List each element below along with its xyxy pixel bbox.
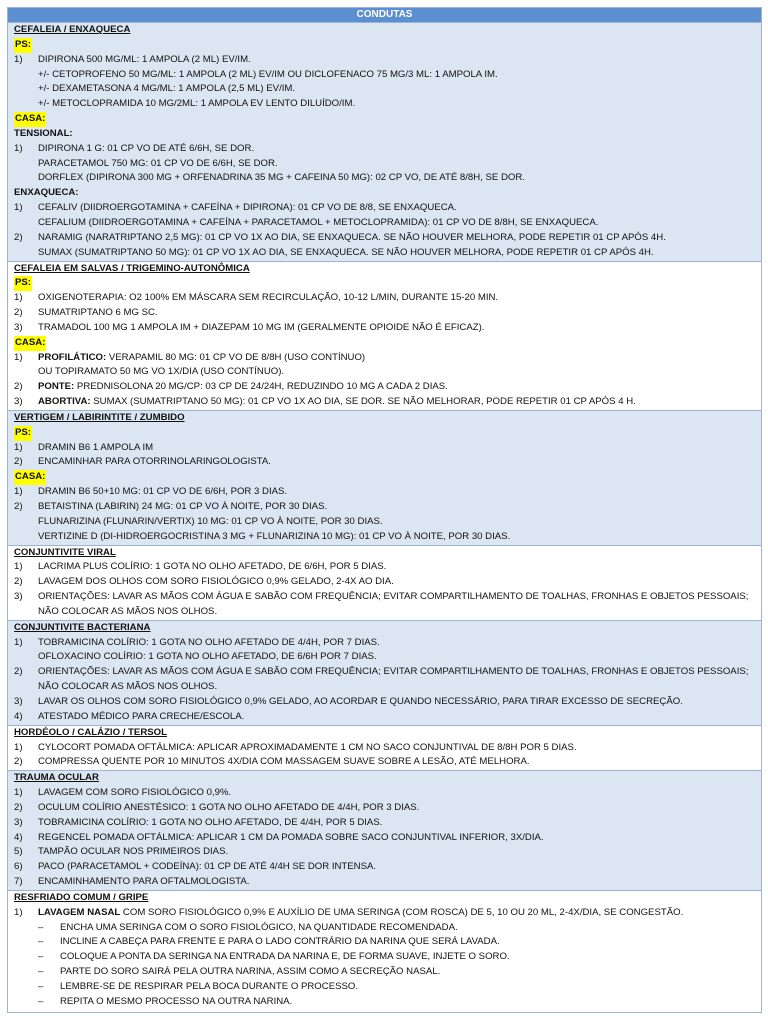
setting-label: PS: [14,276,32,291]
list-item [14,455,755,470]
item-text: COMPRESSA QUENTE POR 10 MINUTOS 4X/DIA COM MASSAGEM SUAVE SOBRE A LESÃO, ATÉ MELHORA. [38,756,530,768]
item-text: ATESTADO MÉDICO PARA CRECHE/ESCOLA. [38,710,245,722]
dash-marker: – [38,966,44,978]
item-number: 7) [14,876,23,888]
condutas-document [7,7,762,1013]
list-item [14,816,755,831]
list-item [14,231,755,246]
item-bold-label: PROFILÁTICO: [38,351,107,363]
item-number: 4) [14,710,23,722]
item-number: 1) [14,906,23,918]
item-number: 1) [14,351,23,363]
item-text: DRAMIN B6 1 AMPOLA IM [38,441,154,453]
section-title: CONJUNTIVITE VIRAL [14,546,116,558]
item-text: DIPIRONA 500 MG/ML: 1 AMPOLA (2 ML) EV/IM. [38,53,251,65]
item-text: DRAMIN B6 50+10 MG: 01 CP VO DE 6/6H, POR 3 DIAS. [38,486,288,498]
list-item [14,636,755,651]
item-text: SUMAX (SUMATRIPTANO 50 MG): 01 CP VO 1X AO DIA, SE ENXAQUECA. SE NÃO HOUVER MELHORA, PODE REPETIR 01 CP APÓS 4H. [38,246,654,258]
item-number: 2) [14,501,23,512]
list-item [14,365,755,380]
item-text: TOBRAMICINA COLÍRIO: 1 GOTA NO OLHO AFETADO DE 4/4H, POR 7 DIAS. [38,636,380,648]
item-text: ENCAMINHAR PARA OTORRINOLARINGOLOGISTA. [38,456,271,468]
item-number: 3) [14,396,23,408]
list-item [14,291,755,306]
section [8,770,761,890]
item-text: +/- METOCLOPRAMIDA 10 MG/2ML: 1 AMPOLA EV LENTO DILUÍDO/IM. [38,98,356,110]
list-item [14,560,755,575]
item-text: VERAPAMIL 80 MG: 01 CP VO DE 8/8H (USO CONTÍNUO) [106,351,366,363]
list-item [14,650,755,665]
list-item [14,395,755,410]
item-number: 2) [14,231,23,243]
dash-item [14,965,755,980]
item-text: DORFLEX (DIPIRONA 300 MG + ORFENADRINA 35 MG + CAFEINA 50 MG): 02 CP VO, DE ATÉ 8/8H, SE DOR. [38,172,525,184]
dash-item [14,950,755,965]
document-header: CONDUTAS [8,8,761,22]
list-item [14,741,755,756]
sections-container [8,22,761,1010]
list-item [14,97,755,112]
dash-item-text: ENCHA UMA SERINGA COM O SORO FISIOLÓGICO, NA QUANTIDADE RECOMENDADA. [60,921,458,933]
list-item [14,755,755,770]
dash-item [14,980,755,995]
list-item [14,786,755,801]
item-text: FLUNARIZINA (FLUNARIN/VERTIX) 10 MG: 01 CP VO À NOITE, POR 30 DIAS. [38,515,383,527]
list-item [14,321,755,336]
item-text: CEFALIUM (DIIDROERGOTAMINA + CAFEÍNA + PARACETAMOL + METOCLOPRAMIDA): 01 CP VO DE 8/8H, SE ENXAQUECA. [38,216,599,228]
item-text: BETAISTINA (LABIRIN) 24 MG: 01 CP VO À NOITE, POR 30 DIAS. [38,501,328,512]
list-item [14,906,755,921]
list-item [14,246,755,261]
list-item [14,53,755,68]
item-text: VERTIZINE D (DI-HIDROERGOCRISTINA 3 MG + FLUNARIZINA 10 MG): 01 CP VO À NOITE, POR 30 DIAS. [38,530,511,542]
list-item [14,710,755,725]
section-title: VERTIGEM / LABIRINTITE / ZUMBIDO [14,411,185,423]
item-number: 2) [14,801,23,813]
setting-label: PS: [14,38,32,53]
section-title: CEFALEIA / ENXAQUECA [14,24,131,35]
setting-label-row [14,112,755,127]
item-number: 1) [14,787,23,799]
setting-label: PS: [14,426,32,441]
item-number: 3) [14,321,23,333]
setting-label-row [14,470,755,485]
item-text: CYLOCORT POMADA OFTÁLMICA: APLICAR APROXIMADAMENTE 1 CM NO SACO CONJUNTIVAL DE 8/8H POR 5 DIAS. [38,741,577,753]
item-text: PREDNISOLONA 20 MG/CP: 03 CP DE 24/24H, REDUZINDO 10 MG A CADA 2 DIAS. [74,381,448,393]
list-item [14,68,755,83]
item-text: OFLOXACINO COLÍRIO: 1 GOTA NO OLHO AFETADO, DE 6/6H POR 7 DIAS. [38,651,377,663]
item-text: LAVAGEM DOS OLHOS COM SORO FISIOLÓGICO 0,9% GELADO, 2-4X AO DIA. [38,576,394,588]
item-bold-label: LAVAGEM NASAL [38,906,121,918]
list-item [14,665,755,695]
item-bold-label: ABORTIVA: [38,396,91,408]
list-item [14,351,755,366]
item-number: 1) [14,142,23,154]
dash-marker: – [38,981,44,992]
list-item [14,216,755,231]
item-number: 2) [14,756,23,768]
item-number: 1) [14,636,23,648]
dash-marker: – [38,951,44,963]
list-item [14,380,755,395]
setting-label-row [14,426,755,441]
item-bold-label: PONTE: [38,381,75,393]
section-title: TRAUMA OCULAR [14,772,99,784]
dash-marker: – [38,995,44,1007]
list-item [14,530,755,545]
item-number: 2) [14,456,23,468]
subheading: TENSIONAL: [14,127,73,139]
item-text: COM SORO FISIOLÓGICO 0,9% E AUXÍLIO DE UMA SERINGA (COM ROSCA) DE 5, 10 OU 20 ML, 2-4X/DIA, SE CONGESTÃO. [120,906,684,918]
list-item [14,515,755,530]
item-number: 5) [14,846,23,858]
item-text: OU TOPIRAMATO 50 MG VO 1X/DIA (USO CONTÍNUO). [38,366,285,378]
item-number: 1) [14,441,23,453]
setting-label: CASA: [14,336,46,351]
list-item [14,82,755,97]
subheading: ENXAQUECA: [14,187,79,199]
section-title: CONJUNTIVITE BACTERIANA [14,621,151,633]
setting-label-row [14,276,755,291]
item-text: OCULUM COLÍRIO ANESTÉSICO: 1 GOTA NO OLHO AFETADO DE 4/4H, POR 3 DIAS. [38,801,420,813]
item-number: 1) [14,741,23,753]
section [8,22,761,261]
list-item [14,801,755,816]
section [8,620,761,725]
item-text: CEFALIV (DIIDROERGOTAMINA + CAFEÍNA + DIPIRONA): 01 CP VO DE 8/8, SE ENXAQUECA. [38,202,457,214]
dash-item-text: REPITA O MESMO PROCESSO NA OUTRA NARINA. [60,995,293,1007]
item-text: PARACETAMOL 750 MG: 01 CP VO DE 6/6H, SE DOR. [38,157,278,169]
item-text: TOBRAMICINA COLÍRIO: 1 GOTA NO OLHO AFETADO, DE 4/4H, POR 5 DIAS. [38,816,383,828]
section [8,725,761,771]
item-number: 2) [14,666,23,678]
setting-label-row [14,336,755,351]
list-item [14,142,755,157]
list-item [14,860,755,875]
item-text: +/- CETOPROFENO 50 MG/ML: 1 AMPOLA (2 ML) EV/IM OU DICLOFENACO 75 MG/3 ML: 1 AMPOLA IM. [38,68,498,80]
item-number: 1) [14,202,23,214]
section [8,410,761,545]
section-title: CEFALEIA EM SALVAS / TRIGEMINO-AUTONÔMICA [14,262,250,274]
item-text: TRAMADOL 100 MG 1 AMPOLA IM + DIAZEPAM 10 MG IM (GERALMENTE OPIOIDE NÃO É EFICAZ). [38,321,485,333]
dash-marker: – [38,921,44,933]
list-item [14,157,755,172]
list-item [14,831,755,846]
item-number: 3) [14,695,23,707]
list-item [14,575,755,590]
setting-label: CASA: [14,112,46,127]
item-text: +/- DEXAMETASONA 4 MG/ML: 1 AMPOLA (2,5 ML) EV/IM. [38,83,296,95]
item-text: ORIENTAÇÕES: LAVAR AS MÃOS COM ÁGUA E SABÃO COM FREQUÊNCIA; EVITAR COMPARTILHAMENTO DE TOALHAS, FRONHAS E OBJETOS PESSOAIS; NÃO COLOCAR AS MÃOS NOS OLHOS. [38,591,749,617]
list-item [14,441,755,456]
item-text: LAVAGEM COM SORO FISIOLÓGICO 0,9%. [38,787,232,799]
list-item [14,695,755,710]
item-text: NARAMIG (NARATRIPTANO 2,5 MG): 01 CP VO 1X AO DIA, SE ENXAQUECA. SE NÃO HOUVER MELHORA, PODE REPETIR 01 CP APÓS 4H. [38,231,666,243]
section [8,890,761,1010]
item-text: SUMAX (SUMATRIPTANO 50 MG): 01 CP VO 1X AO DIA, SE DOR. SE NÃO MELHORAR, PODE REPETIR 01 CP APÓS 4 H. [90,396,636,408]
dash-item [14,935,755,950]
item-text: ENCAMINHAMENTO PARA OFTALMOLOGISTA. [38,876,250,888]
section [8,261,761,410]
list-item [14,590,755,620]
list-item [14,306,755,321]
dash-item-text: PARTE DO SORO SAIRÁ PELA OUTRA NARINA, ASSIM COMO A SECREÇÃO NASAL. [60,966,441,978]
item-number: 4) [14,831,23,843]
dash-marker: – [38,936,44,948]
dash-item [14,921,755,936]
item-number: 2) [14,307,23,319]
list-item [14,201,755,216]
item-text: ORIENTAÇÕES: LAVAR AS MÃOS COM ÁGUA E SABÃO COM FREQUÊNCIA; EVITAR COMPARTILHAMENTO DE TOALHAS, FRONHAS E OBJETOS PESSOAIS; NÃO COLOCAR AS MÃOS NOS OLHOS. [38,666,749,693]
item-text: TAMPÃO OCULAR NOS PRIMEIROS DIAS. [38,846,229,858]
dash-item-text: INCLINE A CABEÇA PARA FRENTE E PARA O LADO CONTRÁRIO DA NARINA QUE SERÁ LAVADA. [60,936,500,948]
list-item [14,845,755,860]
item-number: 2) [14,576,23,588]
item-number: 1) [14,486,23,498]
list-item [14,500,755,515]
item-text: OXIGENOTERAPIA: O2 100% EM MÁSCARA SEM RECIRCULAÇÃO, 10-12 L/MIN, DURANTE 15-20 MIN. [38,292,499,304]
item-text: SUMATRIPTANO 6 MG SC. [38,307,158,319]
item-text: LACRIMA PLUS COLÍRIO: 1 GOTA NO OLHO AFETADO, DE 6/6H, POR 5 DIAS. [38,561,387,573]
item-text: PACO (PARACETAMOL + CODEÍNA): 01 CP DE ATÉ 4/4H SE DOR INTENSA. [38,861,377,873]
item-number: 3) [14,816,23,828]
list-item [14,485,755,500]
item-number: 1) [14,561,23,573]
item-number: 6) [14,861,23,873]
dash-item-text: LEMBRE-SE DE RESPIRAR PELA BOCA DURANTE O PROCESSO. [60,981,359,992]
section [8,545,761,620]
item-number: 1) [14,292,23,304]
item-number: 2) [14,381,23,393]
section-title: RESFRIADO COMUM / GRIPE [14,891,149,903]
item-number: 1) [14,53,23,65]
item-number: 3) [14,591,23,603]
setting-label: CASA: [14,470,46,485]
item-text: DIPIRONA 1 G: 01 CP VO DE ATÉ 6/6H, SE DOR. [38,142,255,154]
section-title: HORDÉOLO / CALÁZIO / TERSOL [14,726,167,738]
list-item [14,875,755,890]
item-text: LAVAR OS OLHOS COM SORO FISIOLÓGICO 0,9% GELADO, AO ACORDAR E QUANDO NECESSÁRIO, PARA TIRAR EXCESSO DE SECREÇÃO. [38,695,683,707]
setting-label-row [14,38,755,53]
dash-item-text: COLOQUE A PONTA DA SERINGA NA ENTRADA DA NARINA E, DE FORMA SUAVE, INJETE O SORO. [60,951,510,963]
dash-item [14,995,755,1010]
list-item [14,171,755,186]
item-text: REGENCEL POMADA OFTÁLMICA: APLICAR 1 CM DA POMADA SOBRE SACO CONJUNTIVAL INFERIOR, 3X/DIA. [38,831,544,843]
